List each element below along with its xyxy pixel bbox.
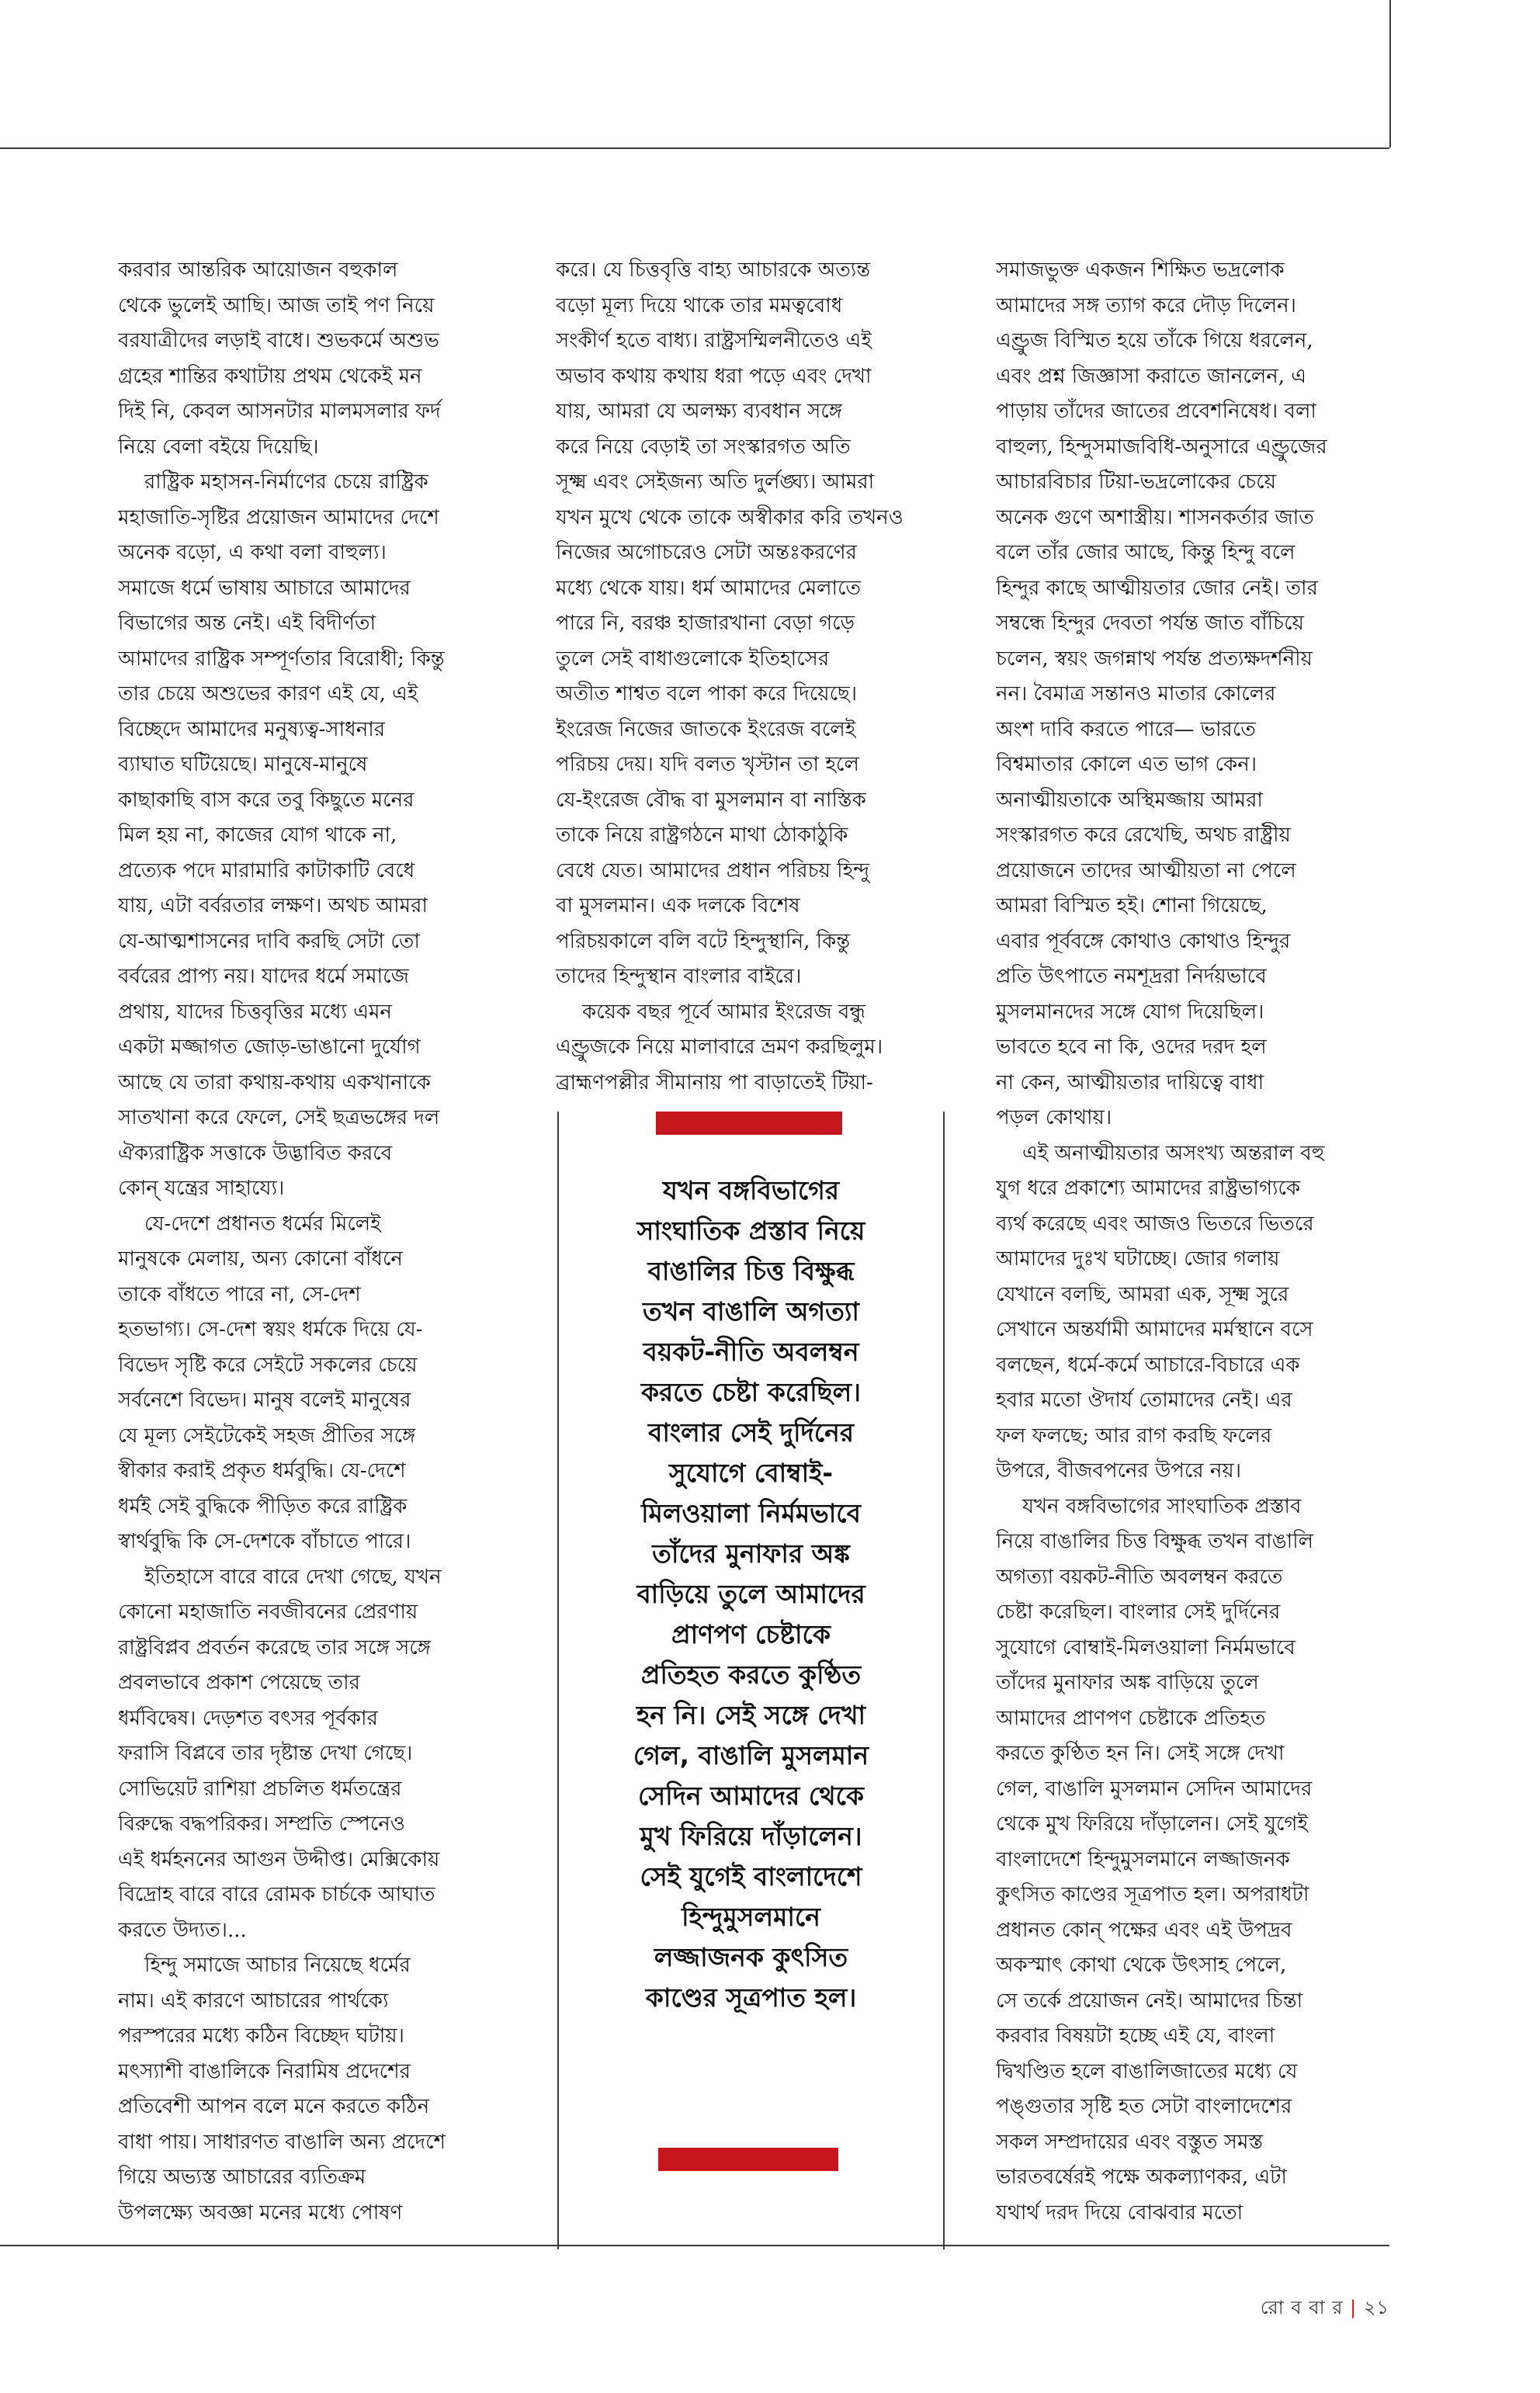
text-line: সে তর্কে প্রয়োজন নেই। আমাদের চিন্তা [996,1989,1303,2013]
text-line: তাকে নিয়ে রাষ্ট্রগঠনে মাথা ঠোকাঠুকি [556,824,848,847]
text-line: চলেন, স্বয়ং জগন্নাথ পর্যন্ত প্রত্যক্ষদর্শনীয় [996,647,1313,671]
pullquote-line: প্রতিহত করতে কুণ্ঠিত [640,1659,862,1690]
text-line: ফল ফলছে; আর রাগ করছি ফলের [996,1424,1272,1448]
text-line: করবার আন্তরিক আয়োজন বহুকাল [118,258,398,282]
text-line: যুগ ধরে প্রকাশ্যে আমাদের রাষ্ট্রভাগ্যকে [996,1177,1301,1200]
pullquote-line: প্রাণপণ চেষ্টাকে [671,1619,831,1649]
pullquote-line: হন নি। সেই সঙ্গে দেখা [636,1700,866,1730]
text-line: বেধে যেত। আমাদের প্রধান পরিচয় হিন্দু [556,858,870,883]
text-line: প্রবলভাবে প্রকাশ পেয়েছে তার [118,1671,360,1694]
text-line: ধর্মই সেই বুদ্ধিকে পীড়িত করে রাষ্ট্রিক [118,1494,408,1518]
text-line: যখন মুখে থেকে তাকে অস্বীকার করি তখনও [556,505,904,529]
text-line: অকস্মাৎ কোথা থেকে উৎসাহ পেলে, [996,1954,1287,1977]
text-line: এই ধর্মহননের আগুন উদ্দীপ্ত। মেক্সিকোয় [118,1847,440,1871]
text-line: ভারতবর্ষেরই পক্ষে অকল্যাণকর, এটা [996,2166,1287,2189]
text-line: যখন বঙ্গবিভাগের সাংঘাতিক প্রস্তাব [1022,1494,1302,1518]
pullquote-line: বাংলার সেই দুর্দিনের [647,1417,854,1448]
text-line: আছে যে তারা কথায়-কথায় একখানাকে [118,1070,431,1094]
text-line: বর্বরের প্রাপ্য নয়। যাদের ধর্মে সমাজে [118,965,409,988]
text-line: মানুষকে মেলায়, অন্য কোনো বাঁধনে [118,1247,403,1271]
text-line: ইতিহাসে বারে বারে দেখা গেছে, যখন [144,1565,442,1589]
text-line: গেল, বাঙালি মুসলমান সেদিন আমাদের [996,1777,1313,1801]
text-line: ধর্মবিদ্বেষ। দেড়শত বৎসর পূর্বকার [118,1706,378,1730]
top-rule [0,147,1389,149]
bottom-rule [0,2245,1389,2246]
text-line: সোভিয়েট রাশিয়া প্রচলিত ধর্মতন্ত্রের [118,1777,402,1801]
text-line: আচারবিচার টিয়া-ভদ্রলোকের চেয়ে [996,470,1277,494]
page-number: ২১ [1363,2297,1389,2318]
text-line: ইংরেজ নিজের জাতকে ইংরেজ বলেই [556,717,856,741]
text-line: ব্রাহ্মণপল্লীর সীমানায় পা বাড়াতেই টিয়া- [556,1070,873,1094]
text-line: উপলক্ষ্যে অবজ্ঞা মনের মধ্যে পোষণ [118,2201,403,2225]
text-line: প্রতি উৎপাতে নমশূদ্ররা নির্দয়ভাবে [996,965,1267,988]
text-line: বিশ্বমাতার কোলে এত ভাগ কেন। [996,753,1257,776]
text-line: তাকে বাঁধতে পারে না, সে-দেশ [118,1282,361,1306]
text-line: বলছেন, ধর্মে-কর্মে আচারে-বিচারে এক [996,1353,1300,1377]
text-line: না কেন, আত্মীয়তার দায়িত্বে বাধা [996,1070,1264,1094]
pullquote-line: বয়কট-নীতি অবলম্বন [643,1337,859,1367]
text-line: মহাজাতি-সৃষ্টির প্রয়োজন আমাদের দেশে [118,505,439,529]
text-line: কয়েক বছর পূর্বে আমার ইংরেজ বন্ধু [582,1000,865,1024]
text-line: সূক্ষ্ম এবং সেইজন্য অতি দুর্লঙ্ঘ্য। আমরা [556,470,875,494]
text-line: কাছাকাছি বাস করে তবু কিছুতে মনের [118,788,414,812]
text-line: স্বার্থবুদ্ধি কি সে-দেশকে বাঁচাতে পারে। [118,1530,411,1553]
text-line: পঙ্গুতার সৃষ্টি হত সেটা বাংলাদেশের [996,2095,1292,2118]
pullquote [574,1170,928,2018]
text-line: প্রত্যেক পদে মারামারি কাটাকাটি বেধে [118,858,415,883]
text-line: পাড়ায় তাঁদের জাতের প্রবেশনিষেধ। বলা [996,400,1316,423]
text-line: তাদের হিন্দুস্থান বাংলার বাইরে। [556,965,802,988]
text-line: থেকে মুখ ফিরিয়ে দাঁড়ালেন। সেই যুগেই [996,1812,1308,1836]
text-line: পরিচয় দেয়। যদি বলত খৃস্টান তা হলে [556,753,859,776]
pullquote-line: তখন বাঙালি অগত্যা [643,1296,859,1327]
text-line: পড়ল কোথায়। [996,1106,1112,1129]
text-line: যায়, এটা বর্বরতার লক্ষণ। অথচ আমরা [118,894,428,917]
column-2 [556,253,961,1101]
text-line: সর্বনেশে বিভেদ। মানুষ বলেই মানুষের [118,1389,411,1412]
text-line: নিয়ে বেলা বইয়ে দিয়েছি। [118,435,319,459]
text-line: সমাজভুক্ত একজন শিক্ষিত ভদ্রলোক [996,258,1285,282]
text-line: হবার মতো ঔদার্য তোমাদের নেই। এর [996,1389,1292,1412]
text-line: যে-আত্মশাসনের দাবি করছি সেটা তো [118,929,420,953]
text-line: যে-দেশে প্রধানত ধর্মের মিলেই [144,1212,381,1236]
text-line: হতভাগ্য। সে-দেশ স্বয়ং ধর্মকে দিয়ে যে- [118,1318,423,1341]
text-line: করে। যে চিত্তবৃত্তি বাহ্য আচারকে অত্যন্ত [556,258,871,282]
text-line: নিজের অগোচরেও সেটা অন্তঃকরণের [556,541,857,564]
pullquote-line: সাংঘাতিক প্রস্তাব নিয়ে [636,1216,865,1246]
text-line: ঐক্যরাষ্ট্রিক সত্তাকে উদ্ভাবিত করবে [118,1141,393,1165]
text-line: অংশ দাবি করতে পারে— ভারতে [996,717,1256,741]
text-line: এই অনাত্মীয়তার অসংখ্য অন্তরাল বহু [1022,1141,1325,1165]
text-line: রাষ্ট্রিক মহাসন-নির্মাণের চেয়ে রাষ্ট্রিক [144,470,428,494]
text-line: বিরুদ্ধে বদ্ধপরিকর। সম্প্রতি স্পেনেও [118,1812,405,1836]
text-line: সুযোগে বোম্বাই-মিলওয়ালা নির্মমভাবে [996,1635,1295,1659]
text-line: যে মূল্য সেইটেকেই সহজ প্রীতির সঙ্গে [118,1424,416,1448]
text-line: করতে কুণ্ঠিত হন নি। সেই সঙ্গে দেখা [996,1742,1285,1765]
text-line: নিয়ে বাঙালির চিত্ত বিক্ষুব্ধ তখন বাঙালি [996,1530,1314,1553]
text-line: বিভেদ সৃষ্টি করে সেইটে সকলের চেয়ে [118,1353,418,1377]
text-line: আমাদের সঙ্গ ত্যাগ করে দৌড় দিলেন। [996,293,1296,317]
text-line: পারে নি, বরঞ্চ হাজারখানা বেড়া গড়ে [556,612,855,635]
text-line: করবার বিষয়টা হচ্ছে এই যে, বাংলা [996,2024,1275,2048]
text-line: গ্রহের শান্তির কথাটায় প্রথম থেকেই মন [118,364,422,388]
pullquote-line: সেদিন আমাদের থেকে [638,1781,864,1811]
text-line: ফরাসি বিপ্লবে তার দৃষ্টান্ত দেখা গেছে। [118,1742,413,1765]
text-line: দিই নি, কেবল আসনটার মালমসলার ফর্দ [118,400,441,423]
pullquote-line: যখন বঙ্গবিভাগের [662,1175,840,1205]
text-line: মিল হয় না, কাজের যোগ থাকে না, [118,824,397,847]
text-line: বা মুসলমান। এক দলকে বিশেষ [556,894,800,917]
text-line: যে-ইংরেজ বৌদ্ধ বা মুসলমান বা নাস্তিক [556,788,866,812]
text-line: এণ্ড্রুজকে নিয়ে মালাবারে ভ্রমণ করছিলুম। [556,1035,883,1059]
text-line: বড়ো মূল্য দিয়ে থাকে তার মমত্ববোধ [556,293,843,317]
text-line: নাম। এই কারণে আচারের পার্থক্যে [118,1989,389,2013]
text-line: যায়, আমরা যে অলক্ষ্য ব্যবধান সঙ্গে [556,400,843,423]
text-line: রাষ্ট্রবিপ্লব প্রবর্তন করেছে তার সঙ্গে সঙ্গে [118,1635,431,1659]
pullquote-line: হিন্দুমুসলমানে [682,1902,820,1932]
text-line: সংকীর্ণ হতে বাধ্য। রাষ্ট্রসম্মিলনীতেও এই [556,329,872,352]
text-line: মধ্যে থেকে যায়। ধর্ম আমাদের মেলাতে [556,576,862,600]
top-corner-rule [1389,0,1391,147]
text-line: যথার্থ দরদ দিয়ে বোঝবার মতো [996,2201,1243,2225]
column-1 [118,253,523,2231]
text-line: দ্বিখণ্ডিত হলে বাঙালিজাতের মধ্যে যে [996,2059,1298,2083]
column-3 [996,253,1400,2231]
text-line: অনেক বড়ো, এ কথা বলা বাহুল্য। [118,541,387,564]
magazine-name: রো ব বা র [1260,2297,1344,2318]
page-footer [1226,2294,1389,2325]
text-line: অনেক গুণে অশাস্ত্রীয়। শাসনকর্তার জাত [996,505,1314,529]
text-line: থেকে ভুলেই আছি। আজ তাই পণ নিয়ে [118,293,435,317]
text-line: আমরা বিস্মিত হই। শোনা গিয়েছে, [996,894,1268,917]
text-line: হিন্দুর কাছে আত্মীয়তার জোর নেই। তার [996,576,1318,600]
text-line: ভাবতে হবে না কি, ওদের দরদ হল [996,1035,1267,1059]
text-line: বরযাত্রীদের লড়াই বাধে। শুভকর্মে অশুভ [118,329,439,352]
text-line: গিয়ে অভ্যস্ত আচারের ব্যতিক্রম [118,2166,366,2189]
pullquote-top-red-bar [656,1112,842,1135]
pullquote-line: লজ্জাজনক কুৎসিত [654,1942,848,1972]
text-line: তুলে সেই বাধাগুলোকে ইতিহাসের [556,647,830,671]
text-line: অভাব কথায় কথায় ধরা পড়ে এবং দেখা [556,364,872,388]
text-line: বাধা পায়। সাধারণত বাঙালি অন্য প্রদেশে [118,2130,446,2154]
text-line: বিদ্রোহ বারে বারে রোমক চার্চকে আঘাত [118,1883,435,1906]
text-line: সম্বন্ধে হিন্দুর দেবতা পর্যন্ত জাত বাঁচিয়ে [996,612,1304,635]
text-line: একটা মজ্জাগত জোড়-ভাঙানো দুর্যোগ [118,1035,421,1059]
text-line: ব্যাঘাত ঘটিয়েছে। মানুষে-মানুষে [118,753,368,776]
text-line: এবার পূর্ববঙ্গে কোথাও কোথাও হিন্দুর [996,929,1291,953]
text-line: করতে উদ্যত।... [118,1918,247,1942]
text-line: বিচ্ছেদে আমাদের মনুষ্যত্ব-সাধনার [118,717,386,741]
text-line: তার চেয়ে অশুভের কারণ এই যে, এই [118,682,418,706]
text-line: সংস্কারগত করে রেখেছি, অথচ রাষ্ট্রীয় [996,824,1291,847]
text-line: নন। বৈমাত্র সন্তানও মাতার কোলের [996,682,1276,706]
pullquote-bottom-red-bar [658,2148,838,2171]
text-line: বাহুল্য, হিন্দুসমাজবিধি-অনুসারে এণ্ড্রুজের [996,435,1327,459]
text-line: উপরে, বীজবপনের উপরে নয়। [996,1459,1242,1483]
pullquote-line: তাঁদের মুনাফার অঙ্ক [652,1538,850,1569]
text-line: তাঁদের মুনাফার অঙ্ক বাড়িয়ে তুলে [996,1671,1259,1694]
text-line: কুৎসিত কাণ্ডের সূত্রপাত হল। অপরাধটা [996,1883,1309,1906]
text-line: এবং প্রশ্ন জিজ্ঞাসা করাতে জানলেন, এ [996,364,1307,388]
text-line: বাংলাদেশে হিন্দুমুসলমানে লজ্জাজনক [996,1847,1290,1871]
text-line: কোন্ যন্ত্রের সাহায্যে। [118,1177,285,1200]
text-line: প্রধানত কোন্ পক্ষের এবং এই উপদ্রব [996,1918,1292,1942]
text-line: হিন্দু সমাজে আচার নিয়েছে ধর্মের [144,1954,411,1977]
text-line: পরস্পরের মধ্যে কঠিন বিচ্ছেদ ঘটায়। [118,2024,404,2048]
text-line: যেখানে বলছি, আমরা এক, সূক্ষ্ম সুরে [996,1282,1289,1306]
pullquote-line: বাড়িয়ে তুলে আমাদের [636,1579,865,1609]
pullquote-line: সুযোগে বোম্বাই- [668,1458,834,1488]
text-line: কোনো মহাজাতি নবজীবনের প্রেরণায় [118,1601,418,1624]
text-line: করে নিয়ে বেড়াই তা সংস্কারগত অতি [556,435,851,459]
pullquote-line: কাণ্ডের সূত্রপাত হল। [645,1982,857,2013]
pullquote-line: করতে চেষ্টা করেছিল। [640,1377,862,1407]
footer-separator: | [1350,2297,1364,2318]
text-line: অতীত শাশ্বত বলে পাকা করে দিয়েছে। [556,682,858,706]
text-line: বিভাগের অন্ত নেই। এই বিদীর্ণতা [118,612,376,635]
text-line: ব্যর্থ করেছে এবং আজও ভিতরে ভিতরে [996,1212,1314,1236]
pullquote-line: গেল, বাঙালি মুসলমান [633,1740,869,1770]
text-line: স্বীকার করাই প্রকৃত ধর্মবুদ্ধি। যে-দেশে [118,1459,406,1483]
text-line: প্রয়োজনে তাদের আত্মীয়তা না পেলে [996,858,1296,883]
text-line: সাতখানা করে ফেলে, সেই ছত্রভঙ্গের দল [118,1106,440,1129]
pullquote-line: সেই যুগেই বাংলাদেশে [640,1861,862,1892]
text-line: মৎস্যাশী বাঙালিকে নিরামিষ প্রদেশের [118,2059,411,2083]
pullquote-line: বাঙালির চিত্ত বিক্ষুব্ধ [647,1256,855,1286]
text-line: প্রতিবেশী আপন বলে মনে করতে কঠিন [118,2095,430,2118]
text-line: অনাত্মীয়তাকে অস্থিমজ্জায় আমরা [996,788,1263,812]
text-line: আমাদের দুঃখ ঘটাচ্ছে। জোর গলায় [996,1247,1280,1271]
pullquote-line: মিলওয়ালা নির্মমভাবে [641,1498,861,1528]
text-line: সমাজে ধর্মে ভাষায় আচারে আমাদের [118,576,411,600]
text-line: চেষ্টা করেছিল। বাংলার সেই দুর্দিনের [996,1601,1281,1624]
pullquote-left-border [557,1112,559,2249]
pullquote-right-border [943,1112,945,2249]
text-line: আমাদের রাষ্ট্রিক সম্পূর্ণতার বিরোধী; কিন্তু [118,647,445,671]
text-line: সেখানে অন্তর্যামী আমাদের মর্মস্থানে বসে [996,1318,1313,1341]
text-line: অগত্যা বয়কট-নীতি অবলম্বন করতে [996,1565,1283,1589]
text-line: মুসলমানদের সঙ্গে যোগ দিয়েছিল। [996,1000,1264,1024]
text-line: এণ্ড্রুজ বিস্মিত হয়ে তাঁকে গিয়ে ধরলেন, [996,329,1313,352]
text-line: সকল সম্প্রদায়ের এবং বস্তুত সমস্ত [996,2130,1264,2154]
text-line: বলে তাঁর জোর আছে, কিন্তু হিন্দু বলে [996,541,1295,564]
pullquote-line: মুখ ফিরিয়ে দাঁড়ালেন। [640,1821,862,1851]
text-line: প্রথায়, যাদের চিত্তবৃত্তির মধ্যে এমন [118,1000,392,1024]
text-line: আমাদের প্রাণপণ চেষ্টাকে প্রতিহত [996,1706,1266,1730]
text-line: পরিচয়কালে বলি বটে হিন্দুস্থানি, কিন্তু [556,929,851,953]
